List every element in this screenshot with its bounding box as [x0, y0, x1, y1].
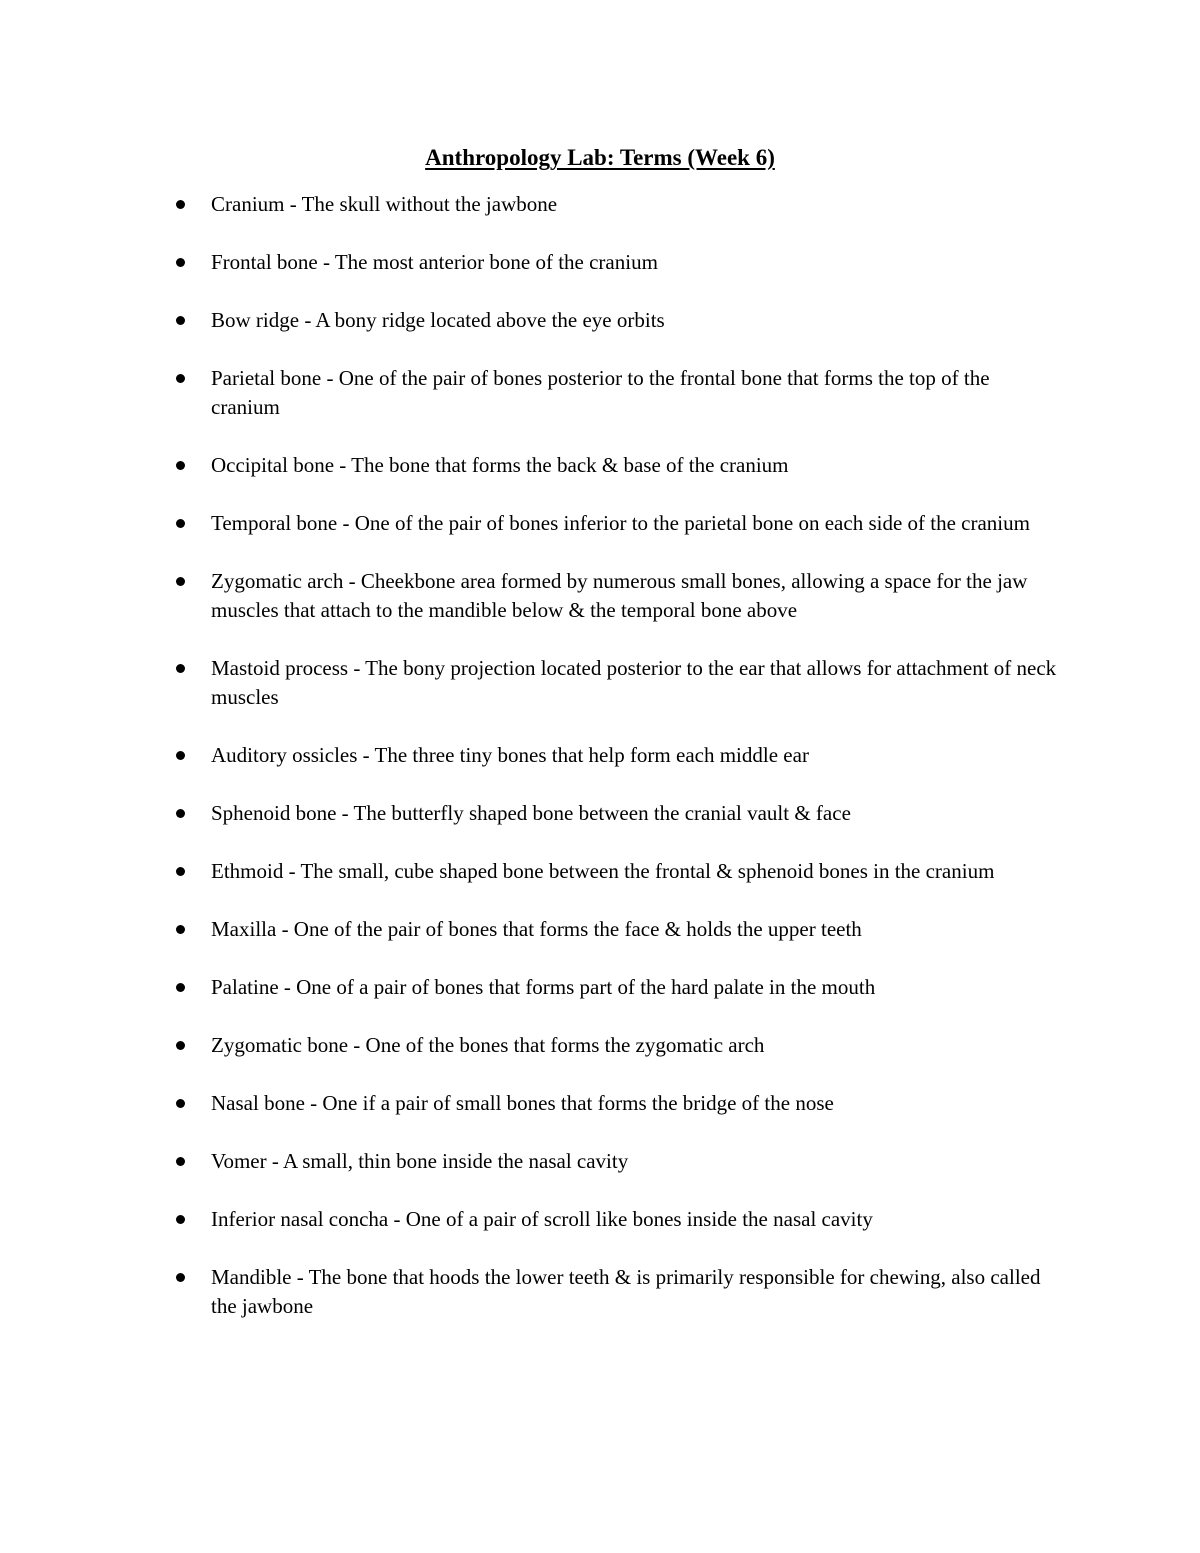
- bullet-icon: [176, 316, 185, 325]
- term-text: Vomer - A small, thin bone inside the nasal cavity: [211, 1149, 629, 1173]
- list-item: [0, 915, 1200, 944]
- bullet-icon: [176, 1157, 185, 1166]
- bullet-icon: [176, 577, 185, 586]
- term-text: Maxilla - One of the pair of bones that forms the face & holds the upper teeth: [211, 917, 862, 941]
- bullet-icon: [176, 374, 185, 383]
- bullet-icon: [176, 461, 185, 470]
- list-item: [0, 248, 1200, 277]
- list-item: [0, 567, 1200, 625]
- list-item: [0, 509, 1200, 538]
- list-item: [0, 190, 1200, 219]
- bullet-icon: [176, 1215, 185, 1224]
- bullet-icon: [176, 867, 185, 876]
- list-item: [0, 1147, 1200, 1176]
- terms-list: [0, 190, 1200, 1350]
- term-text: Temporal bone - One of the pair of bones inferior to the parietal bone on each side of the cranium: [211, 511, 1030, 535]
- list-item: [0, 1205, 1200, 1234]
- list-item: [0, 306, 1200, 335]
- bullet-icon: [176, 1041, 185, 1050]
- term-text: Palatine - One of a pair of bones that forms part of the hard palate in the mouth: [211, 975, 876, 999]
- term-text: Bow ridge - A bony ridge located above the eye orbits: [211, 308, 665, 332]
- term-text: Auditory ossicles - The three tiny bones that help form each middle ear: [211, 743, 809, 767]
- term-text: Inferior nasal concha - One of a pair of scroll like bones inside the nasal cavity: [211, 1207, 873, 1231]
- term-text: Mandible - The bone that hoods the lower teeth & is primarily responsible for chewing, also called the jawbone: [211, 1265, 1041, 1318]
- list-item: [0, 973, 1200, 1002]
- term-text: Zygomatic arch - Cheekbone area formed by numerous small bones, allowing a space for the jaw muscles that attach to the mandible below & the temporal bone above: [211, 569, 1028, 622]
- term-text: Mastoid process - The bony projection located posterior to the ear that allows for attachment of neck muscles: [211, 656, 1057, 709]
- list-item: [0, 654, 1200, 712]
- page-title: Anthropology Lab: Terms (Week 6): [425, 145, 775, 170]
- bullet-icon: [176, 809, 185, 818]
- term-text: Sphenoid bone - The butterfly shaped bone between the cranial vault & face: [211, 801, 851, 825]
- term-text: Occipital bone - The bone that forms the back & base of the cranium: [211, 453, 789, 477]
- list-item: [0, 364, 1200, 422]
- term-text: Frontal bone - The most anterior bone of the cranium: [211, 250, 658, 274]
- term-text: Parietal bone - One of the pair of bones posterior to the frontal bone that forms the top of the cranium: [211, 366, 990, 419]
- bullet-icon: [176, 1099, 185, 1108]
- term-text: Ethmoid - The small, cube shaped bone between the frontal & sphenoid bones in the cranium: [211, 859, 995, 883]
- bullet-icon: [176, 258, 185, 267]
- term-text: Cranium - The skull without the jawbone: [211, 192, 558, 216]
- bullet-icon: [176, 1273, 185, 1282]
- list-item: [0, 741, 1200, 770]
- list-item: [0, 857, 1200, 886]
- list-item: [0, 1089, 1200, 1118]
- bullet-icon: [176, 200, 185, 209]
- list-item: [0, 1031, 1200, 1060]
- list-item: [0, 1263, 1200, 1321]
- term-text: Zygomatic bone - One of the bones that forms the zygomatic arch: [211, 1033, 765, 1057]
- bullet-icon: [176, 519, 185, 528]
- term-text: Nasal bone - One if a pair of small bones that forms the bridge of the nose: [211, 1091, 834, 1115]
- list-item: [0, 799, 1200, 828]
- bullet-icon: [176, 983, 185, 992]
- bullet-icon: [176, 664, 185, 673]
- bullet-icon: [176, 751, 185, 760]
- bullet-icon: [176, 925, 185, 934]
- list-item: [0, 451, 1200, 480]
